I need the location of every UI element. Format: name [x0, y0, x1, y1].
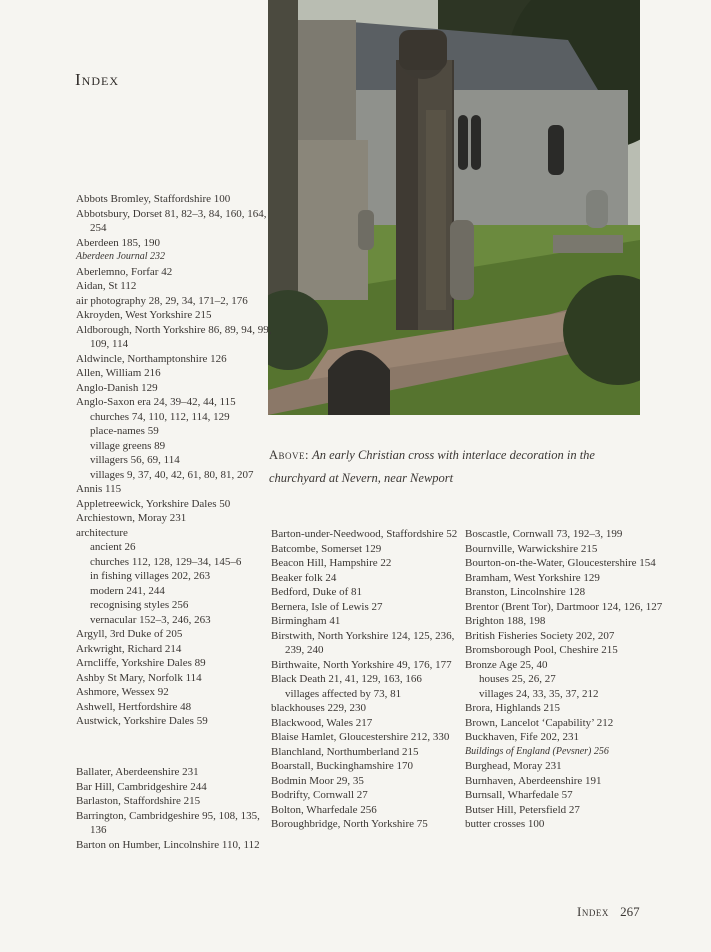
index-entry: Boscastle, Cornwall 73, 192–3, 199 [465, 528, 623, 540]
index-column-1 [76, 192, 276, 852]
index-entry: Batcombe, Somerset 129 [271, 542, 382, 555]
index-column-3 [465, 527, 665, 832]
index-subentry: village greens 89 [90, 439, 166, 452]
caption-lead: Above: [269, 448, 309, 462]
index-entry: Argyll, 3rd Duke of 205 [76, 628, 183, 640]
index-subentry: recognising styles 256 [90, 599, 189, 611]
index-entry: butter crosses 100 [465, 818, 545, 830]
index-entry: Blanchland, Northumberland 215 [271, 745, 419, 758]
index-entry: Aberdeen Journal 232 [76, 251, 166, 262]
index-entry: Birstwith, North Yorkshire 124, 125, 236, 239, 240 [271, 629, 455, 656]
index-entry: Bodrifty, Cornwall 27 [271, 789, 368, 801]
index-entry: Bourton-on-the-Water, Gloucestershire 154 [465, 557, 656, 569]
index-entry: Burghead, Moray 231 [465, 760, 562, 772]
index-entry: British Fisheries Society 202, 207 [465, 629, 615, 642]
index-entry: Black Death 21, 41, 129, 163, 166 [271, 673, 422, 685]
index-entry: Barton-under-Needwood, Staffordshire 52 [271, 528, 458, 540]
index-subentry: churches 112, 128, 129–34, 145–6 [90, 555, 242, 568]
index-subentry: villages affected by 73, 81 [285, 687, 402, 700]
index-subentry: in fishing villages 202, 263 [90, 570, 211, 582]
churchyard-photo [268, 0, 640, 415]
index-entry: Bedford, Duke of 81 [271, 586, 363, 598]
index-entry: Appletreewick, Yorkshire Dales 50 [76, 497, 231, 510]
index-entry: Barrington, Cambridgeshire 95, 108, 135, 136 [76, 809, 260, 836]
index-gap [76, 740, 276, 755]
index-subentry: villagers 56, 69, 114 [90, 454, 180, 466]
index-entry: Bodmin Moor 29, 35 [271, 774, 364, 787]
index-entry: Annis 115 [76, 483, 122, 495]
index-entry: Allen, William 216 [76, 367, 161, 379]
index-entry: Branston, Lincolnshire 128 [465, 586, 586, 598]
page-title: Index [75, 70, 119, 89]
index-entry: Aberdeen 185, 190 [76, 236, 161, 249]
index-entry: Buildings of England (Pevsner) 256 [465, 745, 609, 757]
index-entry: Buckhaven, Fife 202, 231 [465, 731, 579, 743]
index-entry: Burnsall, Wharfedale 57 [465, 789, 573, 801]
index-entry: Austwick, Yorkshire Dales 59 [76, 715, 208, 727]
index-entry: Brown, Lancelot ‘Capability’ 212 [465, 716, 614, 729]
index-entry: Abbotsbury, Dorset 81, 82–3, 84, 160, 164, 254 [76, 207, 267, 234]
index-subentry: churches 74, 110, 112, 114, 129 [90, 410, 230, 423]
index-entry: Beaker folk 24 [271, 571, 337, 584]
index-entry: Aberlemno, Forfar 42 [76, 265, 173, 278]
index-entry: Ballater, Aberdeenshire 231 [76, 766, 199, 778]
index-entry: Bernera, Isle of Lewis 27 [271, 600, 383, 613]
index-entry: Archiestown, Moray 231 [76, 512, 187, 524]
index-entry: Blackwood, Wales 217 [271, 716, 373, 729]
page-number: 267 [620, 904, 640, 919]
index-entry: Arncliffe, Yorkshire Dales 89 [76, 657, 206, 669]
index-entry: Bromsborough Pool, Cheshire 215 [465, 644, 618, 656]
caption-text: An early Christian cross with interlace decoration in the churchyard at Nevern, near Newport [269, 448, 595, 485]
index-entry: Aidan, St 112 [76, 280, 137, 292]
index-entry: Bramham, West Yorkshire 129 [465, 571, 600, 584]
index-entry: Brentor (Brent Tor), Dartmoor 124, 126, 127 [465, 600, 663, 613]
index-entry: Birmingham 41 [271, 615, 341, 627]
index-entry: Anglo-Saxon era 24, 39–42, 44, 115 [76, 396, 236, 408]
index-entry: Ashmore, Wessex 92 [76, 686, 169, 698]
index-entry: Anglo-Danish 129 [76, 381, 158, 394]
photo-caption [269, 444, 649, 490]
index-subentry: houses 25, 26, 27 [479, 673, 556, 685]
index-entry: Ashwell, Hertfordshire 48 [76, 700, 192, 713]
index-entry: Boroughbridge, North Yorkshire 75 [271, 818, 428, 830]
index-entry: Aldborough, North Yorkshire 86, 89, 94, 99, 109, 114 [76, 323, 272, 350]
index-entry: Ashby St Mary, Norfolk 114 [76, 671, 202, 684]
index-subentry: villages 24, 33, 35, 37, 212 [479, 687, 599, 700]
index-entry: Bournville, Warwickshire 215 [465, 542, 598, 555]
index-entry: Brighton 188, 198 [465, 615, 546, 627]
index-entry: Bar Hill, Cambridgeshire 244 [76, 780, 207, 793]
index-entry: Barton on Humber, Lincolnshire 110, 112 [76, 838, 260, 851]
index-entry: Blaise Hamlet, Gloucestershire 212, 330 [271, 731, 450, 743]
index-subentry: ancient 26 [90, 541, 136, 553]
index-entry: Abbots Bromley, Staffordshire 100 [76, 193, 231, 205]
index-entry: Bolton, Wharfedale 256 [271, 803, 377, 816]
index-entry: Akroyden, West Yorkshire 215 [76, 309, 212, 321]
index-entry: Burnhaven, Aberdeenshire 191 [465, 774, 602, 787]
index-subentry: vernacular 152–3, 246, 263 [90, 613, 211, 626]
index-subentry: modern 241, 244 [90, 584, 165, 597]
footer-label: Index [577, 904, 609, 919]
index-entry: blackhouses 229, 230 [271, 702, 367, 714]
index-entry: Birthwaite, North Yorkshire 49, 176, 177 [271, 658, 452, 671]
index-entry: Beacon Hill, Hampshire 22 [271, 557, 392, 569]
index-entry: air photography 28, 29, 34, 171–2, 176 [76, 294, 248, 307]
index-subentry: villages 9, 37, 40, 42, 61, 80, 81, 207 [90, 468, 254, 481]
index-entry: Arkwright, Richard 214 [76, 642, 182, 655]
index-column-2 [271, 527, 471, 832]
index-entry: Barlaston, Staffordshire 215 [76, 795, 201, 807]
index-entry: Butser Hill, Petersfield 27 [465, 803, 580, 816]
index-subentry: place-names 59 [90, 425, 159, 437]
index-entry: Boarstall, Buckinghamshire 170 [271, 760, 414, 772]
index-entry: Aldwincle, Northamptonshire 126 [76, 352, 227, 365]
index-entry: architecture [76, 526, 128, 539]
page-footer [577, 904, 640, 920]
index-entry: Bronze Age 25, 40 [465, 658, 548, 671]
index-entry: Brora, Highlands 215 [465, 702, 561, 714]
